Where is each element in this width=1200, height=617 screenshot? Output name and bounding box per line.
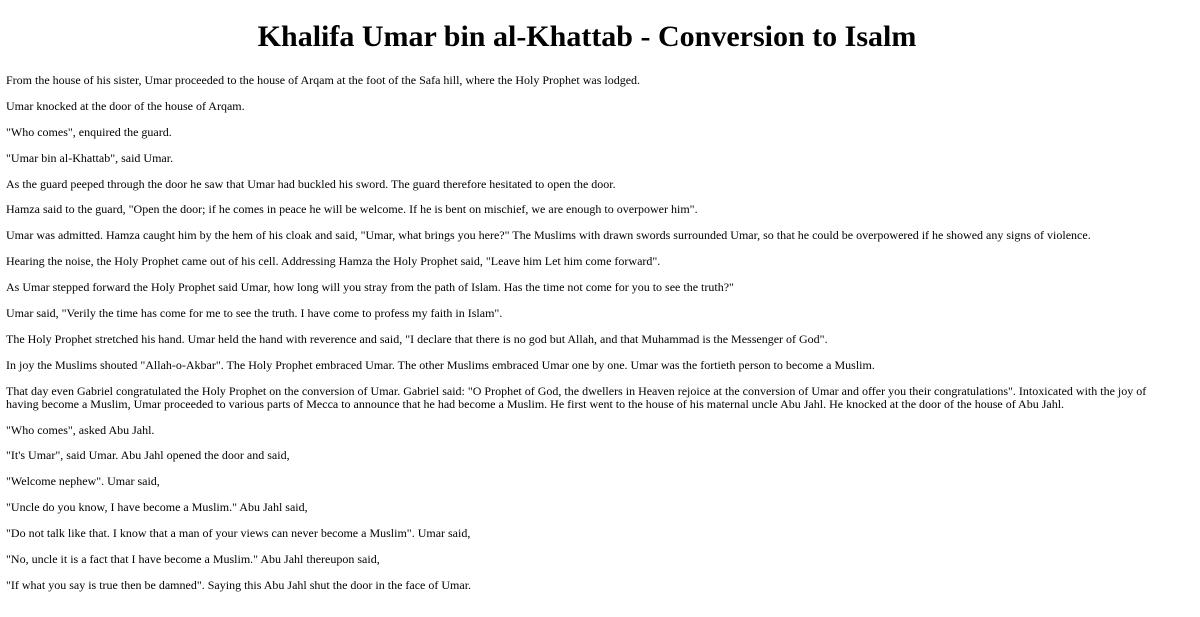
- paragraph: The Holy Prophet stretched his hand. Umar held the hand with reverence and said, "I declare that there is no god but Allah, and that Muhammad is the Messenger of God".: [6, 331, 828, 346]
- paragraph: Umar knocked at the door of the house of Arqam.: [6, 98, 245, 113]
- paragraph: "Welcome nephew". Umar said,: [6, 474, 160, 489]
- paragraph: "Who comes", asked Abu Jahl.: [6, 422, 155, 437]
- paragraph: "It's Umar", said Umar. Abu Jahl opened the door and said,: [6, 448, 290, 463]
- paragraph: "No, uncle it is a fact that I have become a Muslim." Abu Jahl thereupon said,: [6, 552, 380, 567]
- paragraph: Hearing the noise, the Holy Prophet came out of his cell. Addressing Hamza the Holy Prophet said, "Leave him Let him come forward".: [6, 254, 661, 269]
- paragraph: "Who comes", enquired the guard.: [6, 124, 172, 139]
- paragraph: As the guard peeped through the door he saw that Umar had buckled his sword. The guard therefore hesitated to open the door.: [6, 176, 616, 191]
- paragraph: As Umar stepped forward the Holy Prophet said Umar, how long will you stray from the path of Islam. Has the time not come for you to see the truth?": [6, 280, 734, 295]
- page-title: Khalifa Umar bin al-Khattab - Conversion to Isalm: [257, 20, 917, 53]
- paragraph: "Uncle do you know, I have become a Muslim." Abu Jahl said,: [6, 500, 308, 515]
- paragraph: Umar said, "Verily the time has come for me to see the truth. I have come to profess my faith in Islam".: [6, 306, 503, 321]
- paragraph: From the house of his sister, Umar proceeded to the house of Arqam at the foot of the Safa hill, where the Holy Prophet was lodged.: [6, 73, 641, 87]
- document-page: [0, 20, 1200, 592]
- paragraph: "Umar bin al-Khattab", said Umar.: [6, 150, 174, 165]
- paragraph: Umar was admitted. Hamza caught him by the hem of his cloak and said, "Umar, what brings you here?" The Muslims with drawn swords surrounded Umar, so that he could be overpowered if he showed any signs of violence.: [6, 228, 1091, 243]
- article-body: [6, 74, 1168, 592]
- paragraph: Hamza said to the guard, "Open the door; if he comes in peace he will be welcome. If he is bent on mischief, we are enough to overpower him".: [6, 202, 698, 217]
- paragraph: "Do not talk like that. I know that a man of your views can never become a Muslim". Umar said,: [6, 526, 471, 541]
- paragraph: "If what you say is true then be damned". Saying this Abu Jahl shut the door in the face of Umar.: [6, 577, 472, 592]
- paragraph: In joy the Muslims shouted "Allah-o-Akbar". The Holy Prophet embraced Umar. The other Muslims embraced Umar one by one. Umar was the fortieth person to become a Muslim.: [6, 357, 875, 372]
- paragraph: That day even Gabriel congratulated the Holy Prophet on the conversion of Umar. Gabriel said: "O Prophet of God, the dwellers in Heaven rejoice at the conversion of Umar and offer you their congratulations". Intoxicated with the joy of having become a Muslim, Umar proceeded to various parts of Mecca to announce that he had become a Muslim. He first went to the house of his maternal uncle Abu Jahl. He knocked at the door of the house of Abu Jahl.: [6, 383, 1147, 411]
